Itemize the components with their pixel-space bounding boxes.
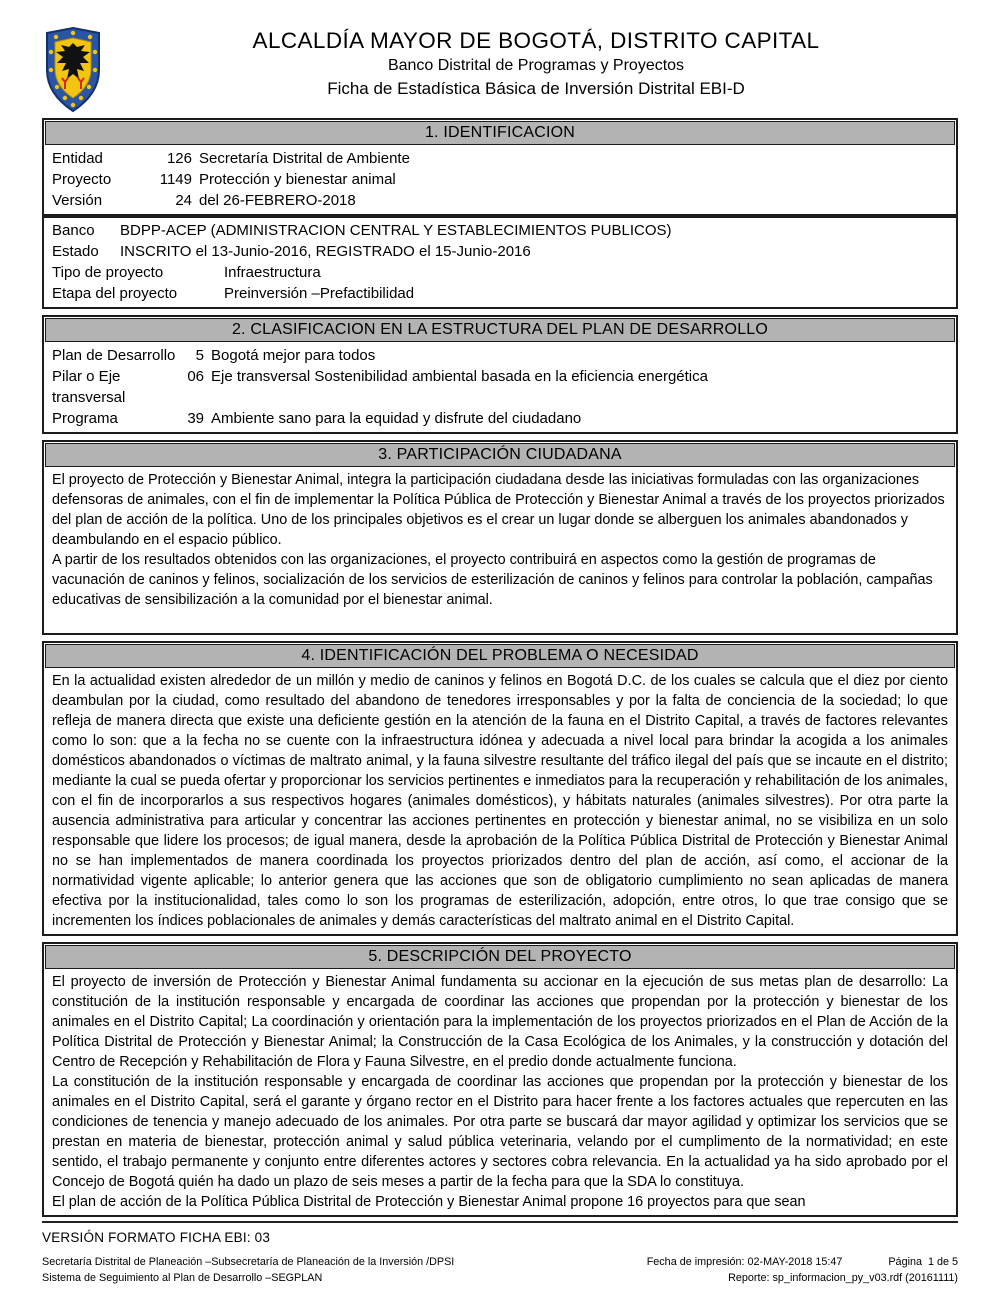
field-label: Proyecto (52, 171, 112, 188)
subtitle-banco: Banco Distrital de Programas y Proyectos (387, 57, 685, 74)
field-label: Estado (52, 243, 99, 260)
field-row-banco (52, 220, 948, 241)
section-problema-body (44, 669, 956, 934)
section-problema-header: 4. IDENTIFICACIÓN DEL PROBLEMA O NECESIDAD (45, 644, 955, 668)
field-label: Tipo de proyecto (52, 264, 164, 281)
document-header (42, 24, 958, 116)
section-problema (42, 641, 958, 936)
field-row-estado (52, 241, 948, 262)
field-row-pilar-eje (52, 366, 948, 408)
field-row-plan-desarrollo (52, 345, 948, 366)
field-value: INSCRITO el 13-Junio-2016, REGISTRADO el 15-Junio-2016 (120, 243, 531, 260)
document-footer (42, 1217, 958, 1286)
field-label: Entidad (52, 150, 103, 167)
field-label: Versión (52, 192, 103, 209)
field-value: Eje transversal Sostenibilidad ambiental basada en la eficiencia energética (211, 368, 708, 385)
section-participacion-header: 3. PARTICIPACIÓN CIUDADANA (45, 443, 955, 467)
field-label: Banco (52, 222, 95, 239)
footer-system-line: Sistema de Seguimiento al Plan de Desarrollo –SEGPLAN (42, 1272, 323, 1284)
section-clasificacion-body (44, 343, 956, 432)
field-number: 24 (175, 192, 192, 209)
field-value: Infraestructura (224, 264, 321, 281)
bogota-coat-of-arms-icon (42, 26, 104, 114)
field-row-etapa-proyecto (52, 283, 948, 304)
field-row-entidad (52, 148, 948, 169)
field-row-proyecto (52, 169, 948, 190)
section-banco-info-body (44, 218, 956, 307)
field-number: 39 (187, 410, 204, 427)
field-number: 126 (166, 150, 192, 167)
field-number: 1149 (159, 171, 192, 188)
field-label: Plan de Desarrollo (52, 347, 176, 364)
paragraph: El proyecto de inversión de Protección y Bienestar Animal fundamenta su accionar en la ejecución de sus metas plan de desarrollo: La constitución de la institución responsable y encargada de coordinar las acciones que propendan por la protección y bienestar de los animales en el Distrito Capital; La coordinación y orientación para la implementación de los proyectos priorizados en el Plan de Acción de la Política Distrital de Protección y Bienestar Animal; la Construcción de la Casa Ecológica de los Animales, y la construcción y dotación del Centro de Recepción y Rehabilitación de Flora y Fauna Silvestre, en el predio donde actualmente funciona. (52, 974, 948, 1070)
section-descripcion-body (44, 970, 956, 1215)
field-value: Protección y bienestar animal (199, 171, 396, 188)
field-number: 06 (187, 368, 204, 385)
section-identificacion-body (44, 146, 956, 214)
subtitle-ficha: Ficha de Estadística Básica de Inversión Distrital EBI-D (327, 79, 745, 98)
section-identificacion-header: 1. IDENTIFICACION (45, 121, 955, 145)
section-participacion-body (44, 468, 956, 633)
field-value: Preinversión –Prefactibilidad (224, 285, 415, 302)
footer-row-2 (42, 1270, 958, 1286)
field-number: 5 (195, 347, 204, 364)
footer-rule (42, 1221, 958, 1223)
footer-org-line: Secretaría Distrital de Planeación –Subsecretaría de Planeación de la Inversión /DPSI (42, 1256, 455, 1268)
field-value: Ambiente sano para la equidad y disfrute del ciudadano (211, 410, 582, 427)
section-participacion (42, 440, 958, 635)
field-row-programa (52, 408, 948, 429)
section-clasificacion-header: 2. CLASIFICACION EN LA ESTRUCTURA DEL PLAN DE DESARROLLO (45, 318, 955, 342)
section-banco-info (42, 216, 958, 309)
field-label: Programa (52, 410, 118, 427)
field-label: Pilar o Eje transversal (52, 368, 126, 406)
paragraph: La constitución de la institución responsable y encargada de coordinar las acciones que propendan por la protección y bienestar de los animales en el Distrito Capital, será el garante y órgano rector en el Distrito para hacer frente a los factores actuales que repercuten en las condiciones de tenencia y manejo adecuado de los animales. Por otra parte se buscará dar mayor agilidad y optimizar los servicios que se prestan en materia de bienestar, protección animal y salud pública veterinaria, velando por el cumplimento de la normatividad; en este sentido, el trabajo permanente y conjunto entre diferentes actores y sectores cobra relevancia. En la actualidad ya ha sido aprobado por el Concejo de Bogotá quién ha dado un plazo de seis meses a partir de la fecha para que la SDA lo constituya. (52, 1074, 948, 1190)
field-row-version (52, 190, 948, 211)
field-value: Secretaría Distrital de Ambiente (199, 150, 410, 167)
footer-row-1 (42, 1254, 958, 1270)
field-label: Etapa del proyecto (52, 285, 178, 302)
footer-report: Reporte: sp_informacion_py_v03.rdf (20161111) (728, 1272, 958, 1284)
field-value: BDPP-ACEP (ADMINISTRACION CENTRAL Y ESTABLECIMIENTOS PUBLICOS) (120, 222, 672, 239)
field-row-tipo-proyecto (52, 262, 948, 283)
main-title: ALCALDÍA MAYOR DE BOGOTÁ, DISTRITO CAPITAL (252, 28, 820, 53)
footer-details (42, 1254, 958, 1286)
section-descripcion (42, 942, 958, 1217)
footer-print-date: Fecha de impresión: 02-MAY-2018 15:47 (646, 1256, 843, 1268)
section-identificacion (42, 118, 958, 216)
field-value: Bogotá mejor para todos (211, 347, 376, 364)
paragraph: El plan de acción de la Política Pública Distrital de Protección y Bienestar Animal propone 16 proyectos para que sean (52, 1194, 806, 1210)
footer-version: VERSIÓN FORMATO FICHA EBI: 03 (42, 1230, 271, 1245)
field-value: del 26-FEBRERO-2018 (199, 192, 356, 209)
paragraph: A partir de los resultados obtenidos con las organizaciones, el proyecto contribuirá en aspectos como la gestión de programas de vacunación de caninos y felinos, socialización de los servicios de esterilización de caninos y felinos para controlar la población, campañas educativas de sensibilización a la comunidad por el bienestar animal. (52, 552, 933, 608)
section-clasificacion (42, 315, 958, 434)
paragraph: En la actualidad existen alrededor de un millón y medio de caninos y felinos en Bogotá D.C. de los cuales se calcula que el diez por ciento deambulan por la ciudad, como resultado del abandono de tenedores irresponsables y por la falta de conciencia de la sociedad; lo que refleja de manera directa que existe una deficiente gestión en la atención de la fauna en el Distrito Capital, a través de factores relevantes como lo son: que a la fecha no se cuente con la infraestructura idónea y adecuada a nivel local para brindar la acogida a los animales domésticos abandonados o víctimas de maltrato animal, y la fauna silvestre resultante del tráfico ilegal del país que se incaute en el distrito; mediante la cual se pueda ofertar y proporcionar los servicios pertinentes e inmediatos para la recuperación y rehabilitación de los animales, con el fin de incorporarlos a sus respectivos hogares (animales domésticos), y hábitats naturales (animales silvestres). Por otra parte la ausencia administrativa para articular y concentrar las acciones pertinentes en protección y bienestar animal, no se visibiliza en un solo responsable que lidere los procesos; de igual manera, desde la aprobación de la Política Pública Distrital de Protección y Bienestar Animal no se han implementados de manera coordinada los proyectos priorizados dentro del plan de acción, así como, el accionar de la normatividad vigente aplicable; lo anterior genera que las acciones que son de obligatorio cumplimiento no sean aplicadas de manera efectiva por la institucionalidad, tales como lo son los programas de esterilización, adopción, entre otros, lo que trae consigo que se incrementen los índices poblacionales de animales y demás características del maltrato animal en el Distrito Capital. (52, 673, 948, 929)
paragraph: El proyecto de Protección y Bienestar Animal, integra la participación ciudadana desde las iniciativas formuladas con las organizaciones defensoras de animales, con el fin de implementar la Política Pública de Protección y Bienestar Animal a través de los proyectos priorizados del plan de acción de la política. Uno de los principales objetivos es el crear un lugar donde se alberguen los animales abandonados y deambulando en el espacio público. (52, 472, 945, 548)
footer-page-number: Página 1 de 5 (888, 1256, 958, 1268)
section-descripcion-header: 5. DESCRIPCIÓN DEL PROYECTO (45, 945, 955, 969)
